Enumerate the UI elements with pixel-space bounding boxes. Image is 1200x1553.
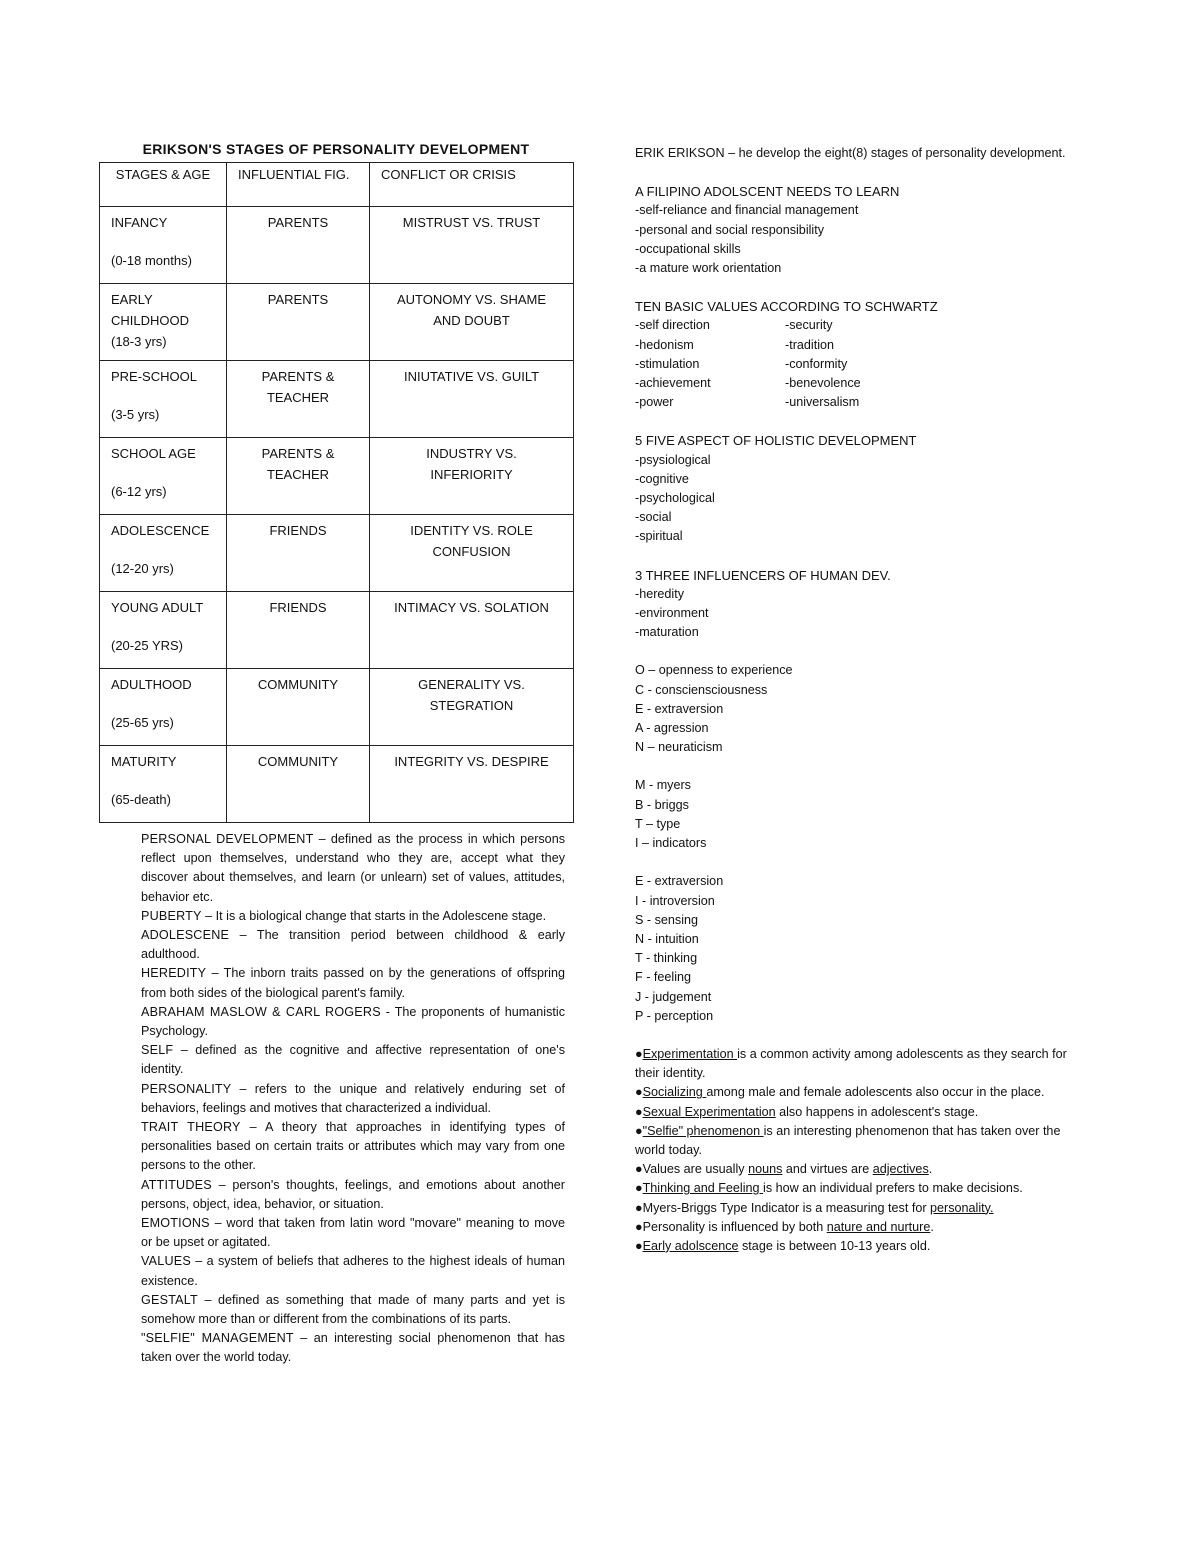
conflict-crisis: INTIMACY VS. SOLATION xyxy=(394,600,549,615)
underlined-term: personality. xyxy=(930,1200,994,1215)
definition-item xyxy=(141,907,565,926)
holistic-list xyxy=(635,451,1075,547)
value-item: -power xyxy=(635,395,674,410)
crisis-cell xyxy=(370,438,574,515)
list-item: -social xyxy=(635,510,672,525)
letter: N xyxy=(635,931,645,946)
stage-name: YOUNG ADULT xyxy=(111,600,204,615)
letter-meaning: – neuraticism xyxy=(644,740,723,755)
stage-age: (12-20 yrs) xyxy=(111,561,174,576)
stage-cell xyxy=(100,361,227,438)
fact-item: ●Myers-Briggs Type Indicator is a measuring test for personality. xyxy=(635,1200,994,1215)
definition-item xyxy=(141,1176,565,1214)
stage-cell xyxy=(100,207,227,284)
table-row xyxy=(100,669,574,746)
underlined-term: "Selfie" phenomenon xyxy=(642,1123,764,1138)
letter-meaning: - judgement xyxy=(641,989,712,1004)
schwartz-values xyxy=(635,316,1075,412)
letter: O xyxy=(635,663,645,678)
definition-term: ATTITUDES xyxy=(141,1177,212,1192)
fact-item: ●"Selfie" phenomenon is an interesting phenomenon that has taken over the world today. xyxy=(635,1123,1061,1157)
value-item: -conformity xyxy=(785,356,848,371)
conflict-crisis: MISTRUST VS. TRUST xyxy=(402,215,541,230)
fact-item: ●Early adolscence stage is between 10-13 years old. xyxy=(635,1238,931,1253)
definition-text: – It is a biological change that starts in the Adolescene stage. xyxy=(201,908,547,923)
table-row xyxy=(100,592,574,669)
influential-figure: PARENTS xyxy=(267,292,329,307)
letter-meaning: - feeling xyxy=(642,970,692,985)
value-item: -achievement xyxy=(635,376,711,391)
preferences-list xyxy=(635,872,1075,1026)
definition-term: EMOTIONS xyxy=(141,1216,210,1231)
definition-term: PERSONAL DEVELOPMENT xyxy=(141,832,314,846)
definition-item xyxy=(141,964,565,1002)
list-item: -self-reliance and financial management xyxy=(635,203,859,218)
definition-term: "SELFIE" MANAGEMENT xyxy=(141,1331,294,1346)
letter-meaning: - introversion xyxy=(638,893,715,908)
letter: T xyxy=(635,951,643,966)
underlined-term: nouns xyxy=(748,1162,783,1177)
letter-item xyxy=(635,1007,1075,1026)
stage-name: EARLY CHILDHOOD xyxy=(111,292,190,328)
definition-item xyxy=(141,1080,565,1118)
list-item: -environment xyxy=(635,606,709,621)
crisis-cell xyxy=(370,746,574,823)
table-header-row xyxy=(100,163,574,207)
stage-name: SCHOOL AGE xyxy=(111,446,196,461)
stage-cell xyxy=(100,669,227,746)
definition-text: – defined as the process in which persons reflect upon themselves, understand who they are, accept what they discover about themselves, and learn (or unlearn) set of values, attitudes, behavior etc. xyxy=(141,832,565,904)
definition-item xyxy=(141,1003,565,1041)
letter-meaning: - extraversion xyxy=(643,874,724,889)
figure-cell xyxy=(227,361,370,438)
definitions-list xyxy=(141,830,565,1368)
stage-name: ADULTHOOD xyxy=(111,677,192,692)
header-influential-fig: INFLUENTIAL FIG. xyxy=(227,163,370,207)
letter-meaning: - sensing xyxy=(643,912,699,927)
value-item: -hedonism xyxy=(635,337,694,352)
crisis-cell xyxy=(370,207,574,284)
filipino-heading: A FILIPINO ADOLSCENT NEEDS TO LEARN xyxy=(635,184,900,200)
letter-meaning: – type xyxy=(642,816,681,831)
erik-erikson-note: ERIK ERIKSON – he develop the eight(8) stages of personality development. xyxy=(635,146,1066,160)
definition-item xyxy=(141,1252,565,1290)
definition-item xyxy=(141,1214,565,1252)
underlined-term: Sexual Experimentation xyxy=(642,1104,776,1119)
stage-name: PRE-SCHOOL xyxy=(111,369,197,384)
value-item: -universalism xyxy=(785,395,860,410)
letter-meaning: – indicators xyxy=(638,836,707,851)
conflict-crisis: INDUSTRY VS. INFERIORITY xyxy=(426,446,517,482)
definition-term: PUBERTY xyxy=(141,908,202,923)
definition-text: – a system of beliefs that adheres to the highest ideals of human existence. xyxy=(141,1254,565,1288)
crisis-cell xyxy=(370,361,574,438)
definition-item xyxy=(141,926,565,964)
letter-item xyxy=(635,911,1075,930)
fact-item: ●Socializing among male and female adolescents also occur in the place. xyxy=(635,1085,1045,1100)
holistic-heading: 5 FIVE ASPECT OF HOLISTIC DEVELOPMENT xyxy=(635,433,917,449)
letter: F xyxy=(635,970,643,985)
definition-text: – refers to the unique and relatively enduring set of behaviors, feelings and motives that characterized a individual. xyxy=(141,1081,565,1115)
filipino-list xyxy=(635,201,1075,278)
conflict-crisis: GENERALITY VS. STEGRATION xyxy=(418,677,525,713)
page-title: ERIKSON'S STAGES OF PERSONALITY DEVELOPMENT xyxy=(142,141,530,157)
stage-cell xyxy=(100,592,227,669)
header-conflict-crisis: CONFLICT OR CRISIS xyxy=(370,163,574,207)
letter-meaning: - myers xyxy=(645,778,691,793)
crisis-cell xyxy=(370,515,574,592)
list-item: -personal and social responsibility xyxy=(635,222,825,237)
influencers-list xyxy=(635,585,1075,643)
fact-item: ●Thinking and Feeling is how an individual prefers to make decisions. xyxy=(635,1181,1023,1196)
letter: P xyxy=(635,1008,644,1023)
fact-item: ●Personality is influenced by both nature and nurture. xyxy=(635,1219,934,1234)
letter: A xyxy=(635,721,643,736)
value-item: -tradition xyxy=(785,337,834,352)
letter-item xyxy=(635,776,1075,795)
influencers-heading: 3 THREE INFLUENCERS OF HUMAN DEV. xyxy=(635,567,891,583)
table-row xyxy=(100,284,574,361)
table-row xyxy=(100,361,574,438)
definition-term: VALUES xyxy=(141,1254,191,1269)
value-row xyxy=(635,336,1075,355)
definition-item xyxy=(141,1041,565,1079)
definition-item xyxy=(141,830,565,907)
underlined-term: Early adolscence xyxy=(642,1238,739,1253)
letter-meaning: - perception xyxy=(643,1008,714,1023)
definition-term: SELF xyxy=(141,1043,174,1058)
definition-term: ABRAHAM MASLOW & CARL ROGERS xyxy=(141,1004,381,1019)
letter-item xyxy=(635,834,1075,853)
letter: S xyxy=(635,912,644,927)
letter-meaning: - consciensciousness xyxy=(644,682,768,697)
crisis-cell xyxy=(370,669,574,746)
letter: I xyxy=(635,893,639,908)
definition-term: ADOLESCENE xyxy=(141,928,230,943)
stage-name: MATURITY xyxy=(111,754,177,769)
letter: N xyxy=(635,740,645,755)
conflict-crisis: INIUTATIVE VS. GUILT xyxy=(403,369,540,384)
definition-term: GESTALT xyxy=(141,1292,198,1307)
stage-age: (65-death) xyxy=(111,792,171,807)
stage-age: (0-18 months) xyxy=(111,253,192,268)
influential-figure: FRIENDS xyxy=(269,600,327,615)
influential-figure: FRIENDS xyxy=(269,523,327,538)
figure-cell xyxy=(227,284,370,361)
conflict-crisis: IDENTITY VS. ROLE CONFUSION xyxy=(410,523,533,559)
underlined-term: Socializing xyxy=(642,1085,707,1100)
right-column xyxy=(635,144,1075,1256)
influential-figure: COMMUNITY xyxy=(257,754,339,769)
definition-item xyxy=(141,1291,565,1329)
stage-age: (18-3 yrs) xyxy=(111,334,167,349)
value-item: -self direction xyxy=(635,318,710,333)
underlined-term: Thinking and Feeling xyxy=(642,1181,764,1196)
definition-term: TRAIT THEORY xyxy=(141,1120,241,1135)
stage-cell xyxy=(100,284,227,361)
letter: T xyxy=(635,816,643,831)
erikson-stages-table xyxy=(99,162,574,823)
value-row xyxy=(635,374,1075,393)
definition-text: – person's thoughts, feelings, and emotions about another persons, object, idea, behavior, or situation. xyxy=(141,1177,565,1211)
letter: B xyxy=(635,797,644,812)
list-item: -spiritual xyxy=(635,529,683,544)
value-item: -security xyxy=(785,318,833,333)
definition-text: – an interesting social phenomenon that has taken over the world today. xyxy=(141,1331,565,1365)
schwartz-heading: TEN BASIC VALUES ACCORDING TO SCHWARTZ xyxy=(635,299,938,315)
letter: M xyxy=(635,778,646,793)
underlined-term: nature and nurture xyxy=(826,1219,931,1234)
influential-figure: COMMUNITY xyxy=(257,677,339,692)
figure-cell xyxy=(227,438,370,515)
influential-figure: PARENTS & TEACHER xyxy=(261,446,335,482)
stage-age: (3-5 yrs) xyxy=(111,407,160,422)
crisis-cell xyxy=(370,284,574,361)
table-row xyxy=(100,746,574,823)
table-row xyxy=(100,438,574,515)
definition-text: – defined as the cognitive and affective representation of one's identity. xyxy=(141,1043,565,1077)
fact-item: ●Sexual Experimentation also happens in adolescent's stage. xyxy=(635,1104,979,1119)
stage-name: INFANCY xyxy=(111,215,168,230)
definition-text: – defined as something that made of many parts and yet is somehow more than or different from the combinations of its parts. xyxy=(141,1292,565,1327)
conflict-crisis: INTEGRITY VS. DESPIRE xyxy=(394,754,549,769)
list-item: -psysiological xyxy=(635,452,711,467)
letter-item xyxy=(635,815,1075,834)
conflict-crisis: AUTONOMY VS. SHAME AND DOUBT xyxy=(396,292,547,328)
definition-text: – A theory that approaches in identifying types of personalities based on certain traits or attributes which may vary from one persons to the other. xyxy=(141,1120,565,1173)
letter-item xyxy=(635,930,1075,949)
definition-item xyxy=(141,1118,565,1176)
letter-item xyxy=(635,988,1075,1007)
underlined-term: Experimentation xyxy=(642,1046,738,1061)
stage-cell xyxy=(100,746,227,823)
definition-text: – word that taken from latin word "movare" meaning to move or be upset or agitated. xyxy=(141,1216,565,1250)
letter-meaning: - intuition xyxy=(644,931,699,946)
list-item: -occupational skills xyxy=(635,241,741,256)
letter-item xyxy=(635,661,1075,680)
definition-text: – The inborn traits passed on by the generations of offspring from both sides of the biological parent's family. xyxy=(141,966,565,1000)
letter-item xyxy=(635,796,1075,815)
value-item: -benevolence xyxy=(785,376,861,391)
letter-item xyxy=(635,872,1075,891)
letter-item xyxy=(635,681,1075,700)
letter: C xyxy=(635,682,645,697)
list-item: -a mature work orientation xyxy=(635,261,782,276)
letter: J xyxy=(635,989,642,1004)
letter: E xyxy=(635,874,644,889)
list-item: -psychological xyxy=(635,491,715,506)
stage-name: ADOLESCENCE xyxy=(111,523,210,538)
definition-item xyxy=(141,1329,565,1367)
facts-list xyxy=(635,1045,1075,1256)
value-item: -stimulation xyxy=(635,356,700,371)
table-row xyxy=(100,515,574,592)
fact-item: ●Values are usually nouns and virtues are adjectives. xyxy=(635,1162,933,1177)
fact-item: ●Experimentation is a common activity among adolescents as they search for their identity. xyxy=(635,1046,1067,1081)
figure-cell xyxy=(227,669,370,746)
value-row xyxy=(635,316,1075,335)
letter: I xyxy=(635,836,639,851)
header-stages-age: STAGES & AGE xyxy=(100,163,227,207)
mbti-list xyxy=(635,776,1075,853)
influential-figure: PARENTS & TEACHER xyxy=(261,369,335,405)
stage-age: (6-12 yrs) xyxy=(111,484,167,499)
letter-item xyxy=(635,949,1075,968)
letter-meaning: – openness to experience xyxy=(644,663,793,678)
figure-cell xyxy=(227,592,370,669)
letter-item xyxy=(635,738,1075,757)
letter-meaning: - extraversion xyxy=(643,701,724,716)
stage-cell xyxy=(100,515,227,592)
stage-cell xyxy=(100,438,227,515)
letter-meaning: - thinking xyxy=(642,951,698,966)
ocean-list xyxy=(635,661,1075,757)
letter-meaning: - briggs xyxy=(643,797,689,812)
stage-age: (25-65 yrs) xyxy=(111,715,174,730)
letter-item xyxy=(635,968,1075,987)
list-item: -heredity xyxy=(635,586,684,601)
stage-age: (20-25 YRS) xyxy=(111,638,184,653)
definition-text: – The transition period between childhood & early adulthood. xyxy=(141,928,565,962)
definition-term: PERSONALITY xyxy=(141,1081,232,1096)
definition-text: - The proponents of humanistic Psychology. xyxy=(141,1004,565,1039)
table-row xyxy=(100,207,574,284)
crisis-cell xyxy=(370,592,574,669)
letter-item xyxy=(635,700,1075,719)
influential-figure: PARENTS xyxy=(267,215,329,230)
figure-cell xyxy=(227,515,370,592)
figure-cell xyxy=(227,746,370,823)
figure-cell xyxy=(227,207,370,284)
value-row xyxy=(635,355,1075,374)
list-item: -maturation xyxy=(635,625,699,640)
letter: E xyxy=(635,701,644,716)
underlined-term: adjectives xyxy=(872,1162,929,1177)
value-row xyxy=(635,393,1075,412)
letter-item xyxy=(635,892,1075,911)
letter-meaning: - agression xyxy=(642,721,709,736)
definition-term: HEREDITY xyxy=(141,966,207,981)
list-item: -cognitive xyxy=(635,471,689,486)
letter-item xyxy=(635,719,1075,738)
